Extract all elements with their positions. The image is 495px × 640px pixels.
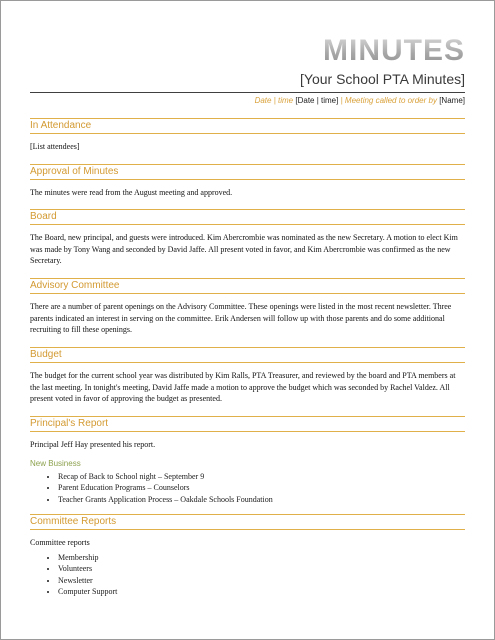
date-time-value: [Date | time] (295, 96, 339, 105)
section-budget (30, 347, 465, 405)
section-committee (30, 514, 465, 598)
list-item: • Parent Education Programs – Counselors (58, 482, 465, 494)
committee-list (30, 552, 465, 598)
meeting-meta-line (255, 96, 465, 105)
list-item: • Newsletter (58, 575, 465, 587)
section-board (30, 209, 465, 267)
separator: | (273, 96, 276, 105)
section-principal (30, 416, 465, 505)
section-body: Principal Jeff Hay presented his report. (30, 440, 156, 449)
time-label: time (278, 96, 294, 105)
list-item: • Membership (58, 552, 465, 564)
document-subtitle: [Your School PTA Minutes] (300, 71, 465, 87)
list-item: • Recap of Back to School night – September 9 (58, 471, 465, 483)
new-business-heading: New Business (30, 458, 81, 468)
list-item: • Volunteers (58, 563, 465, 575)
section-heading: Principal's Report (30, 416, 465, 432)
section-body: The Board, new principal, and guests were introduced. Kim Abercrombie was nominated as the new Secretary. A motion to elect Kim was made by Tony Wang and seconded by David Jaffe. All present voted in favor, and Kim Abercrombie was confirmed as the new Secretary. (30, 233, 458, 265)
section-heading: Board (30, 209, 465, 225)
list-item: • Teacher Grants Application Process – Oakdale Schools Foundation (58, 494, 465, 506)
section-heading: Advisory Committee (30, 278, 465, 294)
section-heading: Budget (30, 347, 465, 363)
section-body: [List attendees] (30, 142, 80, 151)
section-approval (30, 164, 465, 199)
section-body: Committee reports (30, 538, 90, 547)
section-advisory (30, 278, 465, 336)
section-body: The budget for the current school year was distributed by Kim Ralls, PTA Treasurer, and reviewed by the board and PTA members at the last meeting. In tonight's meeting, David Jaffe made a motion to approve the budget which was seconded by Rachel Valdez. All present voted in favor of approving the budget as presented. (30, 371, 456, 403)
section-heading: Approval of Minutes (30, 164, 465, 180)
date-label: Date (254, 96, 272, 105)
new-business-list (30, 471, 465, 506)
list-item: • Computer Support (58, 586, 465, 598)
called-by-label: Meeting called to order by (344, 96, 437, 105)
header-divider (30, 92, 465, 93)
section-attendance (30, 118, 465, 153)
section-body: There are a number of parent openings on the Advisory Committee. These openings were listed in the most recent newsletter. Three parents indicated an interest in serving on the committee. Erik Andersen will follow up with those parents and do some additional recruiting to fill these openings. (30, 302, 452, 334)
separator: | (340, 96, 343, 105)
section-body: The minutes were read from the August meeting and approved. (30, 188, 233, 197)
called-by-value: [Name] (439, 96, 465, 105)
section-heading: In Attendance (30, 118, 465, 134)
section-heading: Committee Reports (30, 514, 465, 530)
document-title: MINUTES (323, 34, 465, 67)
